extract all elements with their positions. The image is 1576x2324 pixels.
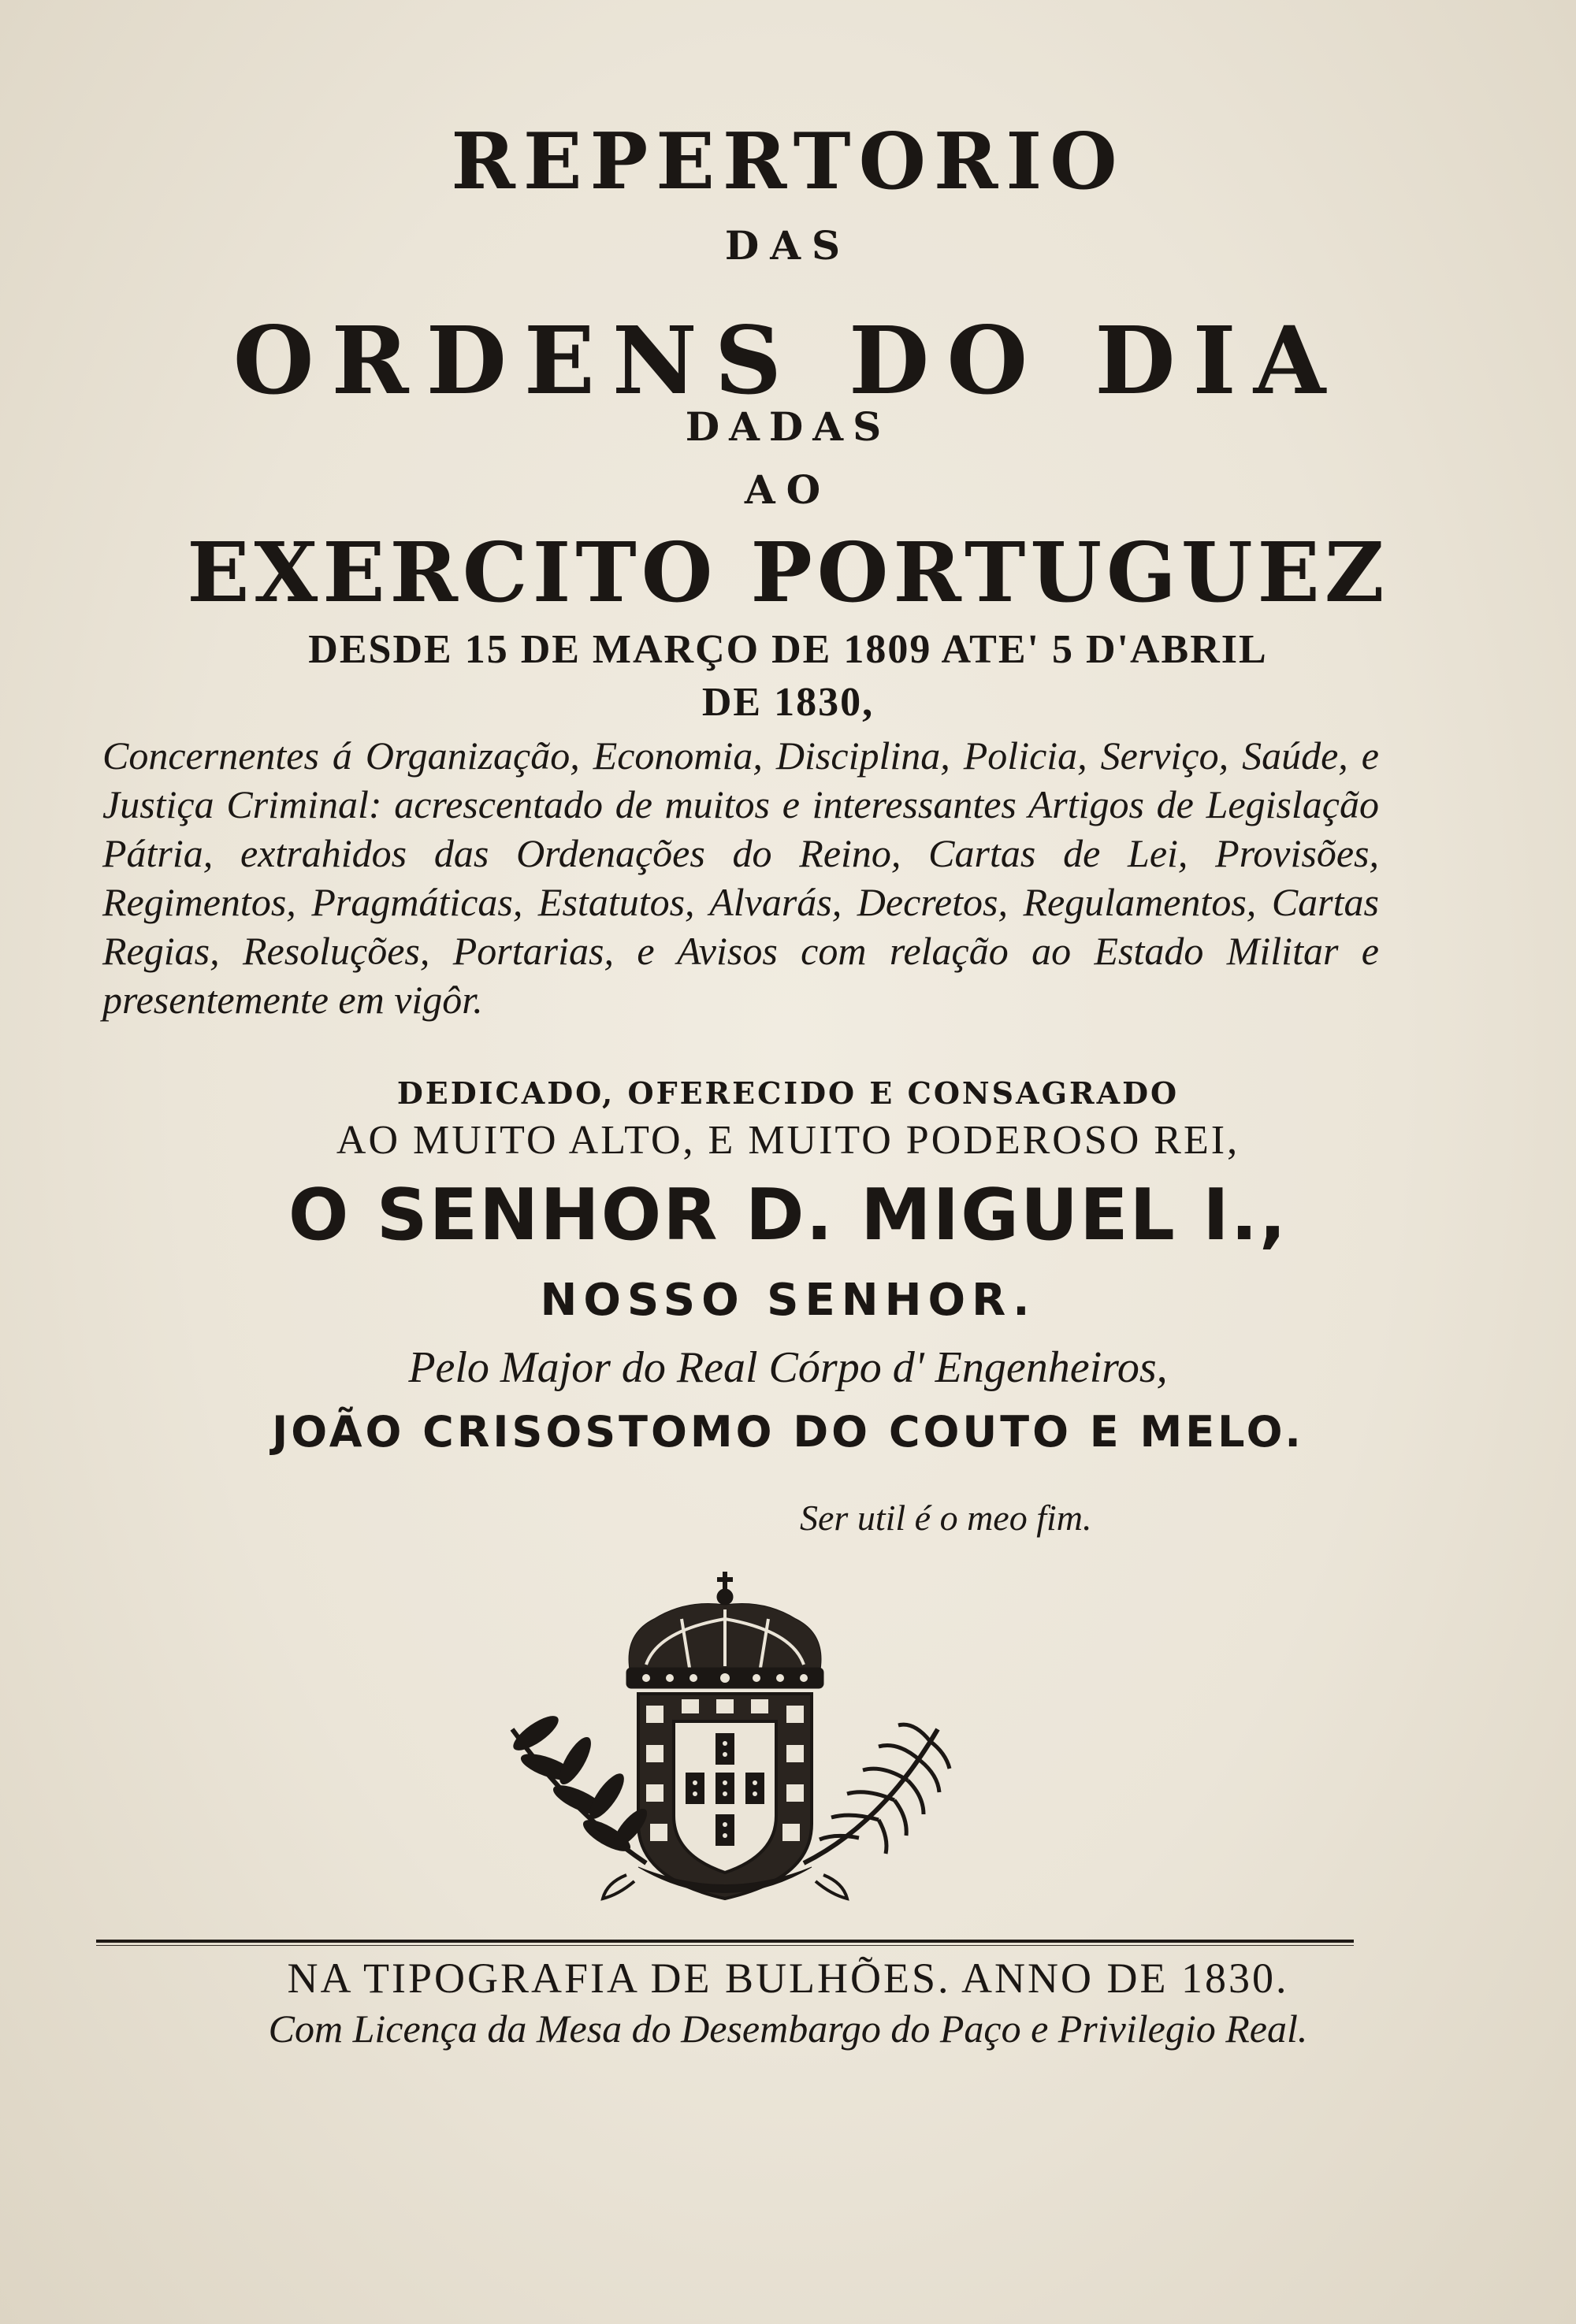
- imprint-license: Com Licença da Mesa do Desembargo do Paço e Privilegio Real.: [268, 2007, 1308, 2051]
- title-repertorio: REPERTORIO: [451, 117, 1125, 207]
- imprint-printer-year: NA TIPOGRAFIA DE BULHÕES. ANNO DE 1830.: [287, 1955, 1289, 2002]
- title-das: DAS: [724, 222, 852, 269]
- author-name: JOÃO CRISOSTOMO DO COUTO E MELO.: [272, 1407, 1304, 1457]
- title-ao: AO: [744, 466, 832, 513]
- motto: Ser util é o meo fim.: [800, 1498, 1092, 1538]
- separator-rule: [96, 1940, 1354, 1943]
- author-by-line: Pelo Major do Real Córpo d' Engenheiros,: [408, 1343, 1168, 1392]
- title-date-range: DESDE 15 DE MARÇO DE 1809 ATE' 5 D'ABRIL: [308, 627, 1268, 672]
- separator-rule-thin: [96, 1945, 1354, 1946]
- title-dadas: DADAS: [685, 403, 891, 450]
- dedication-king-epithet: AO MUITO ALTO, E MUITO PODEROSO REI,: [336, 1118, 1240, 1163]
- title-exercito-portuguez: EXERCITO PORTUGUEZ: [187, 524, 1389, 621]
- subject-description: Concernentes á Organização, Economia, Disciplina, Policia, Serviço, Saúde, e Justiça Criminal: acrescentado de muitos e interessantes Artigos de Legislação Pátria, extrahidos das Ordenações do Reino, Cartas de Lei, Provisões, Regimentos, Pragmáticas, Estatutos, Alvarás, Decretos, Regulamentos, Cartas Regias, Resoluções, Portarias, e Avisos com relação ao Estado Militar e presentemente em vigôr.: [102, 733, 1379, 1022]
- dedication-nosso-senhor: NOSSO SENHOR.: [540, 1275, 1036, 1326]
- royal-coat-of-arms-icon: [489, 1564, 961, 1910]
- dedication-line: DEDICADO, OFERECIDO E CONSAGRADO: [396, 1075, 1180, 1111]
- dedication-king-name: O SENHOR D. MIGUEL I.,: [288, 1174, 1288, 1257]
- title-date-year: DE 1830,: [701, 680, 875, 725]
- title-ordens-do-dia: ORDENS DO DIA: [232, 306, 1344, 415]
